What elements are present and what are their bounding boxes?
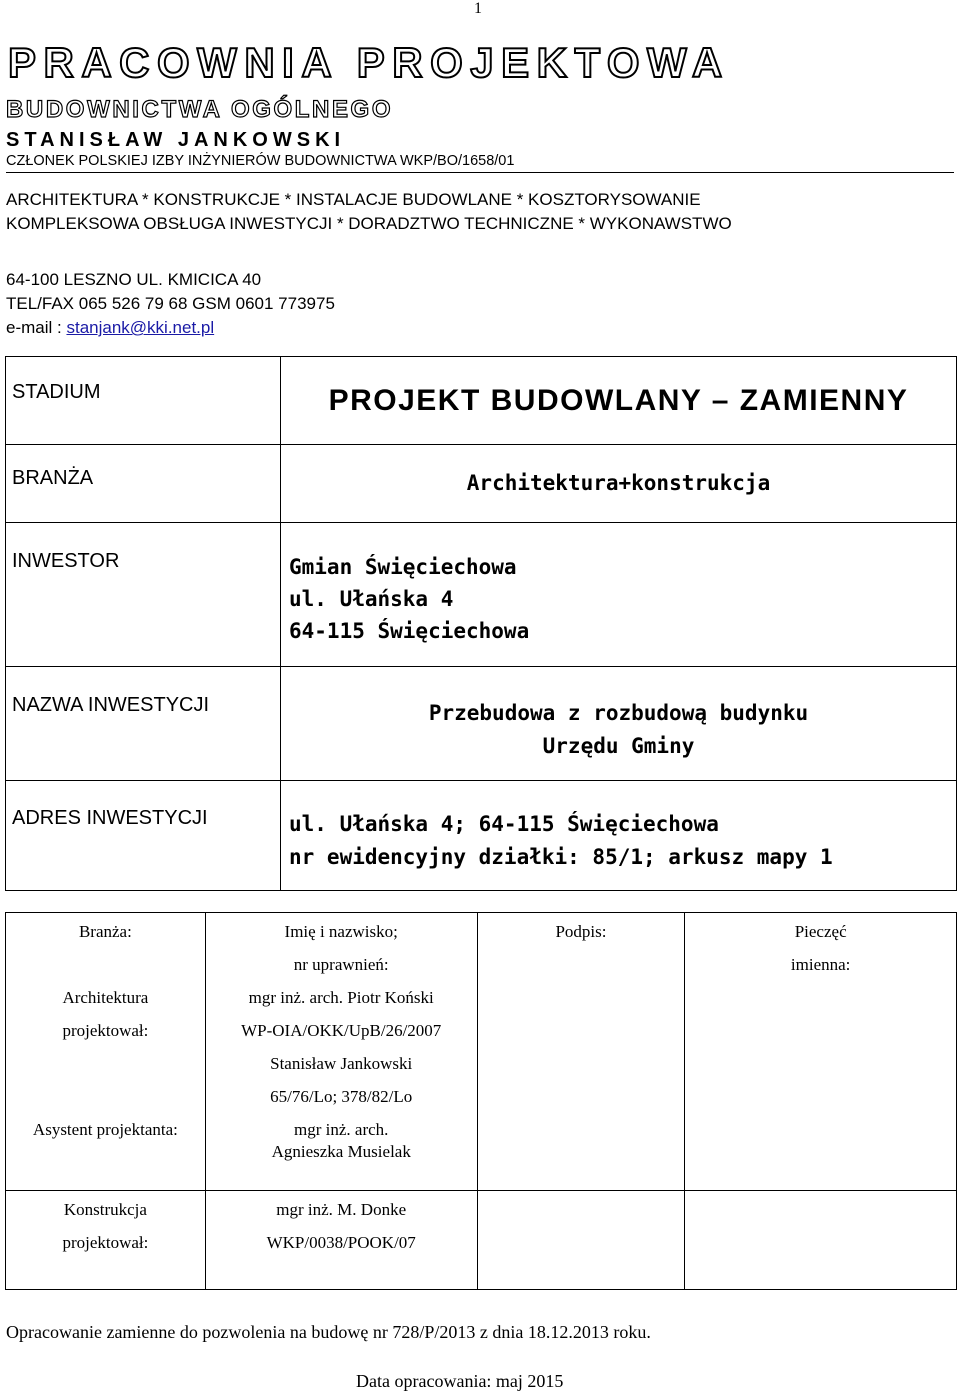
architektura-pieczec-cell <box>685 913 957 1191</box>
adres-value <box>281 781 957 891</box>
project-info-table <box>5 356 957 891</box>
pieczec-header: Pieczęć <box>794 922 847 941</box>
row-nazwa <box>6 667 957 781</box>
architektura-label-cell <box>6 913 206 1191</box>
stadium-label: STADIUM <box>6 357 281 445</box>
branza-label: BRANŻA <box>6 445 281 523</box>
row-stadium <box>6 357 957 445</box>
row-konstrukcja <box>6 1191 957 1290</box>
row-inwestor <box>6 523 957 667</box>
assistant-title: mgr inż. arch. <box>294 1120 389 1139</box>
email-link[interactable]: stanjank@kki.net.pl <box>66 318 215 337</box>
konstrukcja-names-cell <box>205 1191 477 1290</box>
person1-name: mgr inż. arch. Piotr Koński <box>248 988 434 1007</box>
nazwa-line-1: Przebudowa z rozbudową budynku <box>428 701 809 725</box>
uprawnien-header: nr uprawnień: <box>293 955 389 974</box>
nazwa-line-2: Urzędu Gminy <box>542 734 695 758</box>
adres-line-2: nr ewidencyjny działki: 85/1; arkusz mapy 1 <box>289 845 833 869</box>
inwestor-city: 64-115 Święciechowa <box>289 619 530 643</box>
stadium-value: PROJEKT BUDOWLANY – ZAMIENNY <box>281 357 957 445</box>
header-divider <box>6 172 954 173</box>
nazwa-value <box>281 667 957 781</box>
address-line: 64-100 LESZNO UL. KMICICA 40 <box>6 270 262 289</box>
signature-table <box>5 912 957 1290</box>
podpis-header: Podpis: <box>555 922 607 941</box>
architektura-projektowal: projektował: <box>62 1021 149 1040</box>
row-adres <box>6 781 957 891</box>
person2-license: 65/76/Lo; 378/82/Lo <box>270 1087 413 1106</box>
konstrukcja-license: WKP/0038/POOK/07 <box>266 1233 416 1252</box>
page-number: 1 <box>474 0 482 17</box>
konstrukcja-name: mgr inż. M. Donke <box>276 1200 407 1219</box>
phone-line: TEL/FAX 065 526 79 68 GSM 0601 773975 <box>6 294 335 313</box>
assistant-name: Agnieszka Musielak <box>271 1142 411 1161</box>
footer-date: Data opracowania: maj 2015 <box>356 1371 564 1391</box>
branza-value: Architektura+konstrukcja <box>281 445 957 523</box>
row-architektura <box>6 913 957 1191</box>
konstrukcja-label-cell <box>6 1191 206 1290</box>
architektura-podpis-cell <box>477 913 685 1191</box>
inwestor-value <box>281 523 957 667</box>
imie-header: Imię i nazwisko; <box>284 922 398 941</box>
nazwa-label: NAZWA INWESTYCJI <box>6 667 281 781</box>
architektura-label: Architektura <box>62 988 149 1007</box>
person1-license: WP-OIA/OKK/UpB/26/2007 <box>241 1021 442 1040</box>
adres-label: ADRES INWESTYCJI <box>6 781 281 891</box>
firm-name-title: PRACOWNIA PROJEKTOWA <box>8 39 730 86</box>
row-branza <box>6 445 957 523</box>
konstrukcja-pieczec-cell <box>685 1191 957 1290</box>
owner-name: STANISŁAW JANKOWSKI <box>6 129 346 151</box>
inwestor-label: INWESTOR <box>6 523 281 667</box>
konstrukcja-podpis-cell <box>477 1191 685 1290</box>
services-line-1: ARCHITEKTURA * KONSTRUKCJE * INSTALACJE BUDOWLANE * KOSZTORYSOWANIE <box>6 190 701 209</box>
imienna-header: imienna: <box>790 955 851 974</box>
footer-note: Opracowanie zamienne do pozwolenia na budowę nr 728/P/2013 z dnia 18.12.2013 roku. <box>6 1322 651 1342</box>
inwestor-street: ul. Ułańska 4 <box>289 587 454 611</box>
email-label: e-mail : <box>6 318 67 337</box>
assistant-label: Asystent projektanta: <box>32 1120 178 1139</box>
firm-name-subtitle: BUDOWNICTWA OGÓLNEGO <box>6 96 394 123</box>
branza-header: Branża: <box>78 922 132 941</box>
email-line <box>6 318 214 338</box>
architektura-names-cell <box>205 913 477 1191</box>
membership-line: CZŁONEK POLSKIEJ IZBY INŻYNIERÓW BUDOWNICTWA WKP/BO/1658/01 <box>6 153 515 169</box>
adres-line-1: ul. Ułańska 4; 64-115 Święciechowa <box>289 812 719 836</box>
person2-name: Stanisław Jankowski <box>270 1054 413 1073</box>
inwestor-name: Gmian Święciechowa <box>289 555 517 579</box>
konstrukcja-label: Konstrukcja <box>63 1200 147 1219</box>
konstrukcja-projektowal: projektował: <box>62 1233 149 1252</box>
services-line-2: KOMPLEKSOWA OBSŁUGA INWESTYCJI * DORADZTWO TECHNICZNE * WYKONAWSTWO <box>6 214 732 233</box>
